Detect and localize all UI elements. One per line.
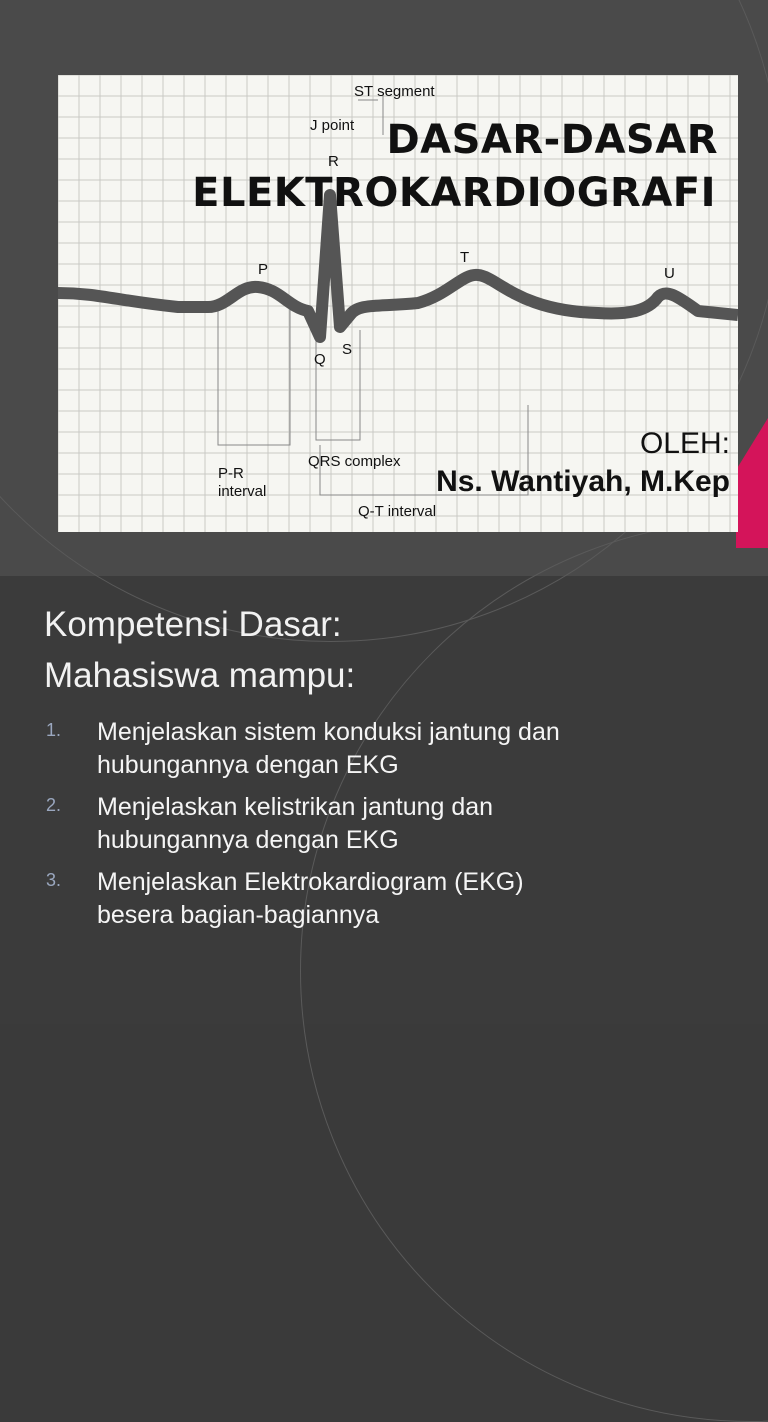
competency-list (46, 716, 686, 941)
ecg-label-t: T (460, 249, 470, 266)
ecg-label-s: S (342, 341, 353, 358)
ecg-label-pr-interval-2: interval (218, 483, 267, 500)
ecg-label-r: R (328, 153, 339, 170)
ecg-label-qt-interval: Q-T interval (358, 503, 437, 520)
by-label: OLEH: (639, 427, 730, 460)
heading-kompetensi: Kompetensi Dasar: (44, 605, 342, 644)
ecg-label-pr-interval-1: P-R (218, 465, 244, 482)
heading-mahasiswa: Mahasiswa mampu: (44, 656, 356, 695)
list-item (46, 716, 686, 782)
list-text: Menjelaskan Elektrokardiogram (EKG) besera bagian-bagiannya (97, 868, 524, 929)
slide-title-line1: DASAR-DASAR (386, 117, 718, 163)
list-item (46, 866, 686, 932)
ecg-label-u: U (664, 265, 675, 282)
ecg-image (58, 75, 738, 532)
ecg-label-p: P (258, 261, 269, 278)
ecg-label-j-point: J point (310, 117, 355, 134)
list-number: 2. (46, 795, 62, 815)
author-name: Ns. Wantiyah, M.Kep (436, 465, 730, 498)
list-text: Menjelaskan kelistrikan jantung dan hubungannya dengan EKG (97, 793, 494, 854)
list-number: 1. (46, 720, 62, 740)
slide-title-line2: ELEKTROKARDIOGRAFI (192, 170, 716, 216)
ecg-label-st-segment: ST segment (354, 83, 435, 100)
list-item (46, 791, 686, 857)
ecg-waveform (58, 195, 738, 337)
ecg-label-qrs-complex: QRS complex (308, 453, 401, 470)
ecg-label-q: Q (314, 351, 326, 368)
list-text: Menjelaskan sistem konduksi jantung dan hubungannya dengan EKG (97, 718, 560, 779)
list-number: 3. (46, 870, 62, 890)
